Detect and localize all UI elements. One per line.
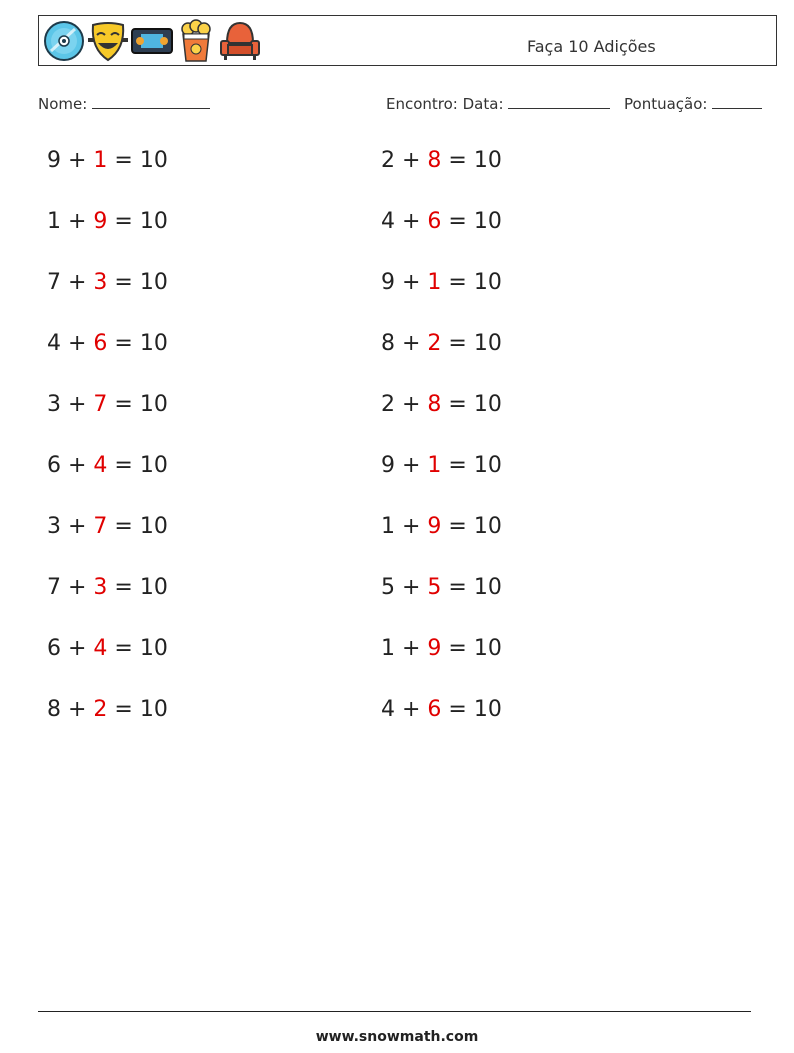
addition-problem: 9 + 1 = 10 — [381, 270, 502, 295]
answer-addend-b: 1 — [427, 270, 442, 295]
score-field — [624, 94, 762, 113]
addition-problem: 7 + 3 = 10 — [47, 270, 168, 295]
addend-a: 4 — [381, 697, 395, 722]
addition-problem: 8 + 2 = 10 — [47, 697, 168, 722]
sum-result: 10 — [139, 453, 168, 478]
sum-result: 10 — [139, 209, 168, 234]
footer-site: www.snowmath.com — [315, 1029, 479, 1045]
addend-a: 4 — [381, 209, 395, 234]
worksheet-header — [38, 15, 777, 66]
theater-mask-icon — [87, 19, 129, 63]
answer-addend-b: 9 — [93, 209, 108, 234]
addition-problem: 7 + 3 = 10 — [47, 575, 168, 600]
header-icons — [43, 19, 261, 63]
answer-addend-b: 2 — [93, 697, 108, 722]
sum-result: 10 — [473, 392, 502, 417]
answer-addend-b: 6 — [427, 697, 442, 722]
sum-result: 10 — [139, 392, 168, 417]
sum-result: 10 — [139, 331, 168, 356]
name-blank — [92, 94, 210, 109]
addition-problem: 9 + 1 = 10 — [381, 453, 502, 478]
addition-problem: 1 + 9 = 10 — [381, 636, 502, 661]
answer-addend-b: 3 — [93, 575, 108, 600]
answer-addend-b: 6 — [427, 209, 442, 234]
sum-result: 10 — [473, 209, 502, 234]
answer-addend-b: 7 — [93, 392, 108, 417]
addition-problem: 2 + 8 = 10 — [381, 392, 502, 417]
answer-addend-b: 1 — [93, 148, 108, 173]
sum-result: 10 — [473, 697, 502, 722]
addend-a: 8 — [381, 331, 395, 356]
addition-problem: 2 + 8 = 10 — [381, 148, 502, 173]
addition-problem: 8 + 2 = 10 — [381, 331, 502, 356]
addition-problem: 9 + 1 = 10 — [47, 148, 168, 173]
addition-problem: 3 + 7 = 10 — [47, 392, 168, 417]
addend-a: 8 — [47, 697, 61, 722]
addend-a: 9 — [381, 270, 395, 295]
addend-a: 2 — [381, 392, 395, 417]
answer-addend-b: 6 — [93, 331, 108, 356]
name-label: Nome: — [38, 95, 88, 113]
answer-addend-b: 1 — [427, 453, 442, 478]
vhs-tape-icon — [131, 19, 173, 63]
sum-result: 10 — [473, 331, 502, 356]
addend-a: 3 — [47, 514, 61, 539]
popcorn-icon — [175, 19, 217, 63]
answer-addend-b: 4 — [93, 453, 108, 478]
sum-result: 10 — [473, 575, 502, 600]
addend-a: 6 — [47, 453, 61, 478]
sum-result: 10 — [473, 270, 502, 295]
cd-disc-icon — [43, 19, 85, 63]
addition-problem: 6 + 4 = 10 — [47, 453, 168, 478]
encounter-date-label: Encontro: Data: — [386, 95, 504, 113]
addend-a: 1 — [381, 636, 395, 661]
addition-problem: 3 + 7 = 10 — [47, 514, 168, 539]
answer-addend-b: 8 — [427, 148, 442, 173]
addition-problem: 6 + 4 = 10 — [47, 636, 168, 661]
sum-result: 10 — [139, 697, 168, 722]
answer-addend-b: 8 — [427, 392, 442, 417]
armchair-icon — [219, 19, 261, 63]
answer-addend-b: 3 — [93, 270, 108, 295]
addend-a: 9 — [47, 148, 61, 173]
answer-addend-b: 4 — [93, 636, 108, 661]
sum-result: 10 — [139, 575, 168, 600]
addend-a: 1 — [381, 514, 395, 539]
sum-result: 10 — [473, 148, 502, 173]
worksheet-title: Faça 10 Adições — [527, 37, 656, 56]
sum-result: 10 — [139, 270, 168, 295]
answer-addend-b: 5 — [427, 575, 442, 600]
answer-addend-b: 9 — [427, 636, 442, 661]
addition-problem: 1 + 9 = 10 — [47, 209, 168, 234]
sum-result: 10 — [473, 636, 502, 661]
addition-problem: 5 + 5 = 10 — [381, 575, 502, 600]
addend-a: 7 — [47, 575, 61, 600]
addition-problem: 1 + 9 = 10 — [381, 514, 502, 539]
answer-addend-b: 2 — [427, 331, 442, 356]
answer-addend-b: 9 — [427, 514, 442, 539]
sum-result: 10 — [139, 514, 168, 539]
addend-a: 5 — [381, 575, 395, 600]
footer-divider — [38, 1011, 751, 1012]
addition-problem: 4 + 6 = 10 — [47, 331, 168, 356]
addend-a: 1 — [47, 209, 61, 234]
score-blank — [712, 94, 762, 109]
addend-a: 2 — [381, 148, 395, 173]
sum-result: 10 — [473, 453, 502, 478]
answer-addend-b: 7 — [93, 514, 108, 539]
sum-result: 10 — [139, 636, 168, 661]
addend-a: 9 — [381, 453, 395, 478]
name-field — [38, 94, 210, 113]
sum-result: 10 — [139, 148, 168, 173]
addition-problem: 4 + 6 = 10 — [381, 697, 502, 722]
date-blank — [508, 94, 610, 109]
sum-result: 10 — [473, 514, 502, 539]
score-label: Pontuação: — [624, 95, 708, 113]
addend-a: 3 — [47, 392, 61, 417]
addend-a: 6 — [47, 636, 61, 661]
date-field — [386, 94, 610, 113]
addend-a: 4 — [47, 331, 61, 356]
addition-problem: 4 + 6 = 10 — [381, 209, 502, 234]
addend-a: 7 — [47, 270, 61, 295]
